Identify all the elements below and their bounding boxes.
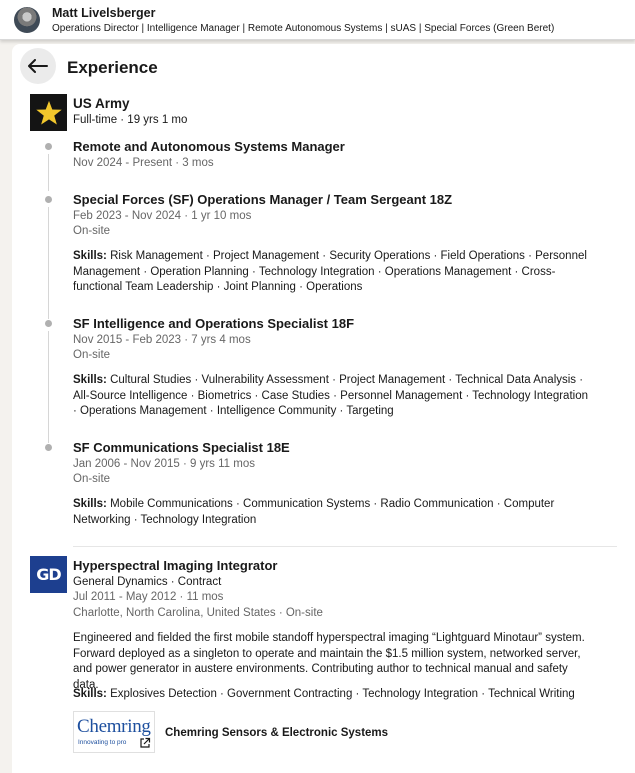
- back-arrow-icon: [28, 59, 48, 73]
- role-location: On-site: [73, 225, 111, 237]
- skills-label: Skills:: [73, 250, 107, 262]
- role-skills: [73, 249, 593, 296]
- role-title[interactable]: SF Communications Specialist 18E: [73, 440, 290, 455]
- divider: [73, 546, 617, 547]
- company-tenure: Full-time · 19 yrs 1 mo: [73, 114, 188, 126]
- role-dates: Nov 2015 - Feb 2023 · 7 yrs 4 mos: [73, 334, 251, 346]
- timeline-dot: [45, 196, 52, 203]
- timeline-line: [48, 154, 49, 191]
- us-army-logo[interactable]: [30, 94, 67, 131]
- skills-list: Mobile Communications · Communication Systems · Radio Communication · Computer Networking · Technology Integration: [73, 498, 555, 526]
- role-skills: [73, 497, 593, 528]
- chemring-logo-tagline: Innovating to pro: [78, 739, 127, 746]
- experience-card: [12, 44, 635, 773]
- skills-label: Skills:: [73, 688, 107, 700]
- skills-list: Risk Management · Project Management · Security Operations · Field Operations · Personnel Management · Operation Planning · Technology Integration · Operations Management · Cross-functional Team Leadership · Joint Planning · Operations: [73, 250, 587, 294]
- general-dynamics-logo[interactable]: GD: [30, 556, 67, 593]
- timeline-dot: [45, 143, 52, 150]
- skills-label: Skills:: [73, 498, 107, 510]
- role-location: Charlotte, North Carolina, United States · On-site: [73, 607, 323, 619]
- back-button[interactable]: [20, 48, 56, 84]
- chemring-logo-text: Chemring: [77, 716, 151, 737]
- avatar[interactable]: [14, 7, 40, 33]
- external-link-icon[interactable]: [139, 737, 151, 749]
- company-name[interactable]: US Army: [73, 96, 130, 111]
- skills-list: Cultural Studies · Vulnerability Assessment · Project Management · Technical Data Analysis · All-Source Intelligence · Biometrics · Case Studies · Personnel Management · Technology Integration · Operations Management · Intelligence Community · Targeting: [73, 374, 588, 418]
- timeline-dot: [45, 320, 52, 327]
- role-title[interactable]: Hyperspectral Imaging Integrator: [73, 558, 278, 573]
- role-title[interactable]: SF Intelligence and Operations Specialist 18F: [73, 316, 355, 331]
- role-location: On-site: [73, 473, 111, 485]
- role-dates: Nov 2024 - Present · 3 mos: [73, 157, 214, 169]
- media-title[interactable]: Chemring Sensors & Electronic Systems: [165, 727, 389, 739]
- timeline-line: [48, 207, 49, 319]
- page-title: Experience: [67, 58, 158, 77]
- role-description: Engineered and fielded the first mobile standoff hyperspectral imaging “Lightguard Minotaur” system. Forward deployed as a singleton to operate and maintain the $1.5 million system, networked server, and power generator in austere environments. Contributing author to technical manual and safety data.: [73, 632, 585, 691]
- role-dates: Jan 2006 - Nov 2015 · 9 yrs 11 mos: [73, 458, 255, 470]
- timeline-line: [48, 331, 49, 443]
- role-location: On-site: [73, 349, 111, 361]
- role-skills: [73, 373, 593, 420]
- role-title[interactable]: Remote and Autonomous Systems Manager: [73, 139, 345, 154]
- profile-headline: Operations Director | Intelligence Manager | Remote Autonomous Systems | sUAS | Special Forces (Green Beret): [52, 23, 555, 34]
- role-dates: Feb 2023 - Nov 2024 · 1 yr 10 mos: [73, 210, 252, 222]
- role-dates: Jul 2011 - May 2012 · 11 mos: [73, 591, 224, 603]
- profile-name[interactable]: Matt Livelsberger: [52, 6, 156, 20]
- skills-label: Skills:: [73, 374, 107, 386]
- skills-list: Explosives Detection · Government Contracting · Technology Integration · Technical Writing: [110, 688, 575, 700]
- role-title[interactable]: Special Forces (SF) Operations Manager / Team Sergeant 18Z: [73, 192, 453, 207]
- timeline-dot: [45, 444, 52, 451]
- role-skills: [73, 687, 593, 703]
- profile-top-bar: [0, 0, 635, 40]
- company-name: General Dynamics · Contract: [73, 576, 222, 588]
- army-star-icon: [34, 98, 64, 128]
